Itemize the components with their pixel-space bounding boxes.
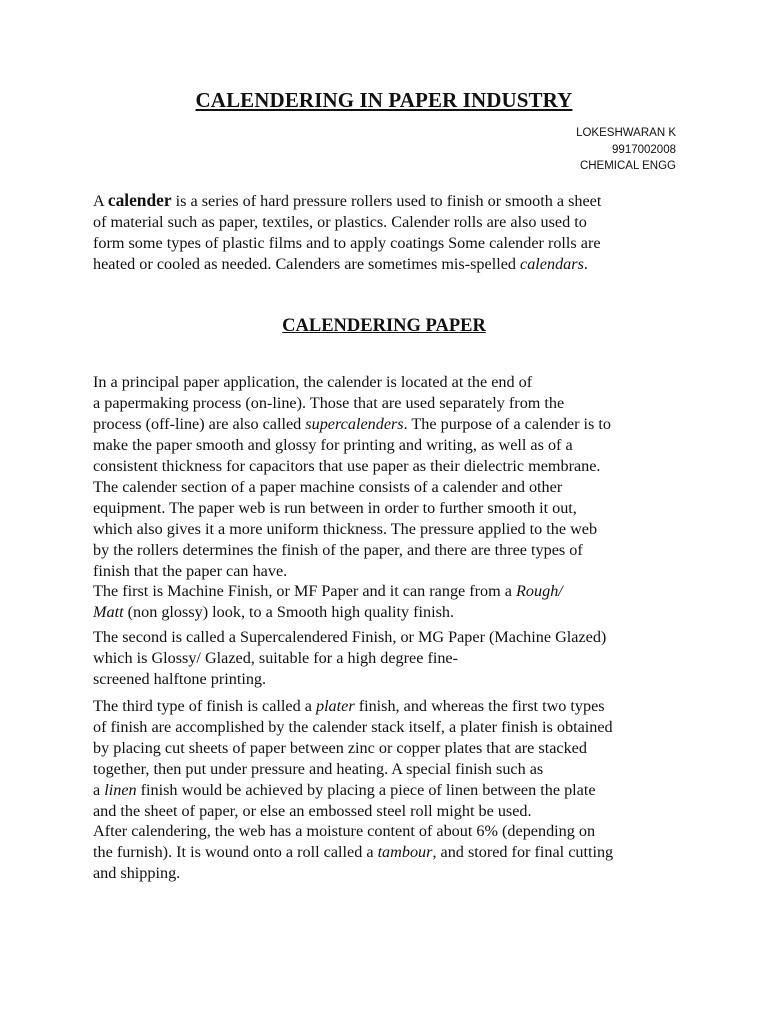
author-name: LOKESHWARAN K [576, 127, 676, 139]
text-span: heated or cooled as needed. Calenders are sometimes mis-spelled [93, 255, 521, 273]
intro-paragraph [93, 190, 683, 275]
italic-term: Matt [93, 603, 124, 621]
text-line: and shipping. [93, 864, 181, 882]
text-line [93, 842, 683, 863]
text-line: consistent thickness for capacitors that use paper as their dielectric membrane. [93, 457, 601, 475]
text-line: The second is called a Supercalendered Finish, or MG Paper (Machine Glazed) [93, 628, 607, 646]
text-line: form some types of plastic films and to apply coatings Some calender rolls are [93, 234, 601, 252]
text-line: of finish are accomplished by the calender stack itself, a plater finish is obtained [93, 718, 613, 736]
text-span: , and stored for final cutting [432, 843, 614, 861]
author-block [576, 125, 676, 175]
text-span: The third type of finish is called a [93, 697, 316, 715]
author-department: CHEMICAL ENGG [579, 160, 676, 172]
text-line [93, 414, 683, 435]
text-line: make the paper smooth and glossy for printing and writing, as well as of a [93, 436, 573, 454]
italic-term: calendars [520, 255, 584, 273]
paragraph-4 [93, 627, 683, 690]
text-span: finish would be achieved by placing a piece of linen between the plate [136, 781, 596, 799]
text-line: which is Glossy/ Glazed, suitable for a high degree fine- [93, 649, 459, 667]
text-line: by the rollers determines the finish of the paper, and there are three types of [93, 541, 583, 559]
paragraph-6 [93, 821, 683, 884]
text-line: of material such as paper, textiles, or plastics. Calender rolls are also used to [93, 213, 587, 231]
text-line: which also gives it a more uniform thickness. The pressure applied to the web [93, 520, 598, 538]
author-id: 9917002008 [612, 143, 676, 156]
text-span: . The purpose of a calender is to [403, 415, 611, 433]
paragraph-2 [93, 477, 683, 582]
italic-term: linen [104, 781, 137, 799]
text-span: The first is Machine Finish, or MF Paper and it can range from a [93, 582, 517, 600]
text-span: the furnish). It is wound onto a roll called a [93, 843, 378, 861]
text-line: The calender section of a paper machine consists of a calender and other [93, 478, 563, 496]
italic-term: supercalenders [305, 415, 404, 433]
text-line: screened halftone printing. [93, 670, 267, 688]
bold-term: calender [107, 190, 172, 210]
text-line [93, 190, 683, 212]
paragraph-5 [93, 696, 683, 822]
text-line [93, 254, 683, 275]
text-line: by placing cut sheets of paper between zinc or copper plates that are stacked [93, 739, 587, 757]
text-span: A [93, 192, 108, 210]
text-line [93, 581, 683, 602]
text-span: . [583, 255, 588, 273]
text-line: finish that the paper can have. [93, 562, 288, 580]
text-line: In a principal paper application, the calender is located at the end of [93, 373, 533, 391]
text-line: together, then put under pressure and heating. A special finish such as [93, 760, 544, 778]
paragraph-3 [93, 581, 683, 623]
text-span: a [93, 781, 105, 799]
text-span: (non glossy) look, to a Smooth high quality finish. [123, 603, 455, 621]
text-line: equipment. The paper web is run between in order to further smooth it out, [93, 499, 577, 517]
text-line: After calendering, the web has a moisture content of about 6% (depending on [93, 822, 596, 840]
text-line [93, 602, 683, 623]
section-heading: CALENDERING PAPER [282, 316, 486, 336]
paragraph-1 [93, 372, 683, 477]
italic-term: Rough/ [516, 582, 563, 600]
text-line: and the sheet of paper, or else an embossed steel roll might be used. [93, 802, 532, 820]
text-line [93, 696, 683, 717]
text-line [93, 780, 683, 801]
text-span: process (off-line) are also called [93, 415, 306, 433]
text-span: is a series of hard pressure rollers used to finish or smooth a sheet [171, 192, 602, 210]
text-line: a papermaking process (on-line). Those that are used separately from the [93, 394, 565, 412]
italic-term: plater [315, 697, 355, 715]
text-span: finish, and whereas the first two types [354, 697, 605, 715]
document-title: CALENDERING IN PAPER INDUSTRY [195, 88, 573, 112]
italic-term: tambour [377, 843, 433, 861]
